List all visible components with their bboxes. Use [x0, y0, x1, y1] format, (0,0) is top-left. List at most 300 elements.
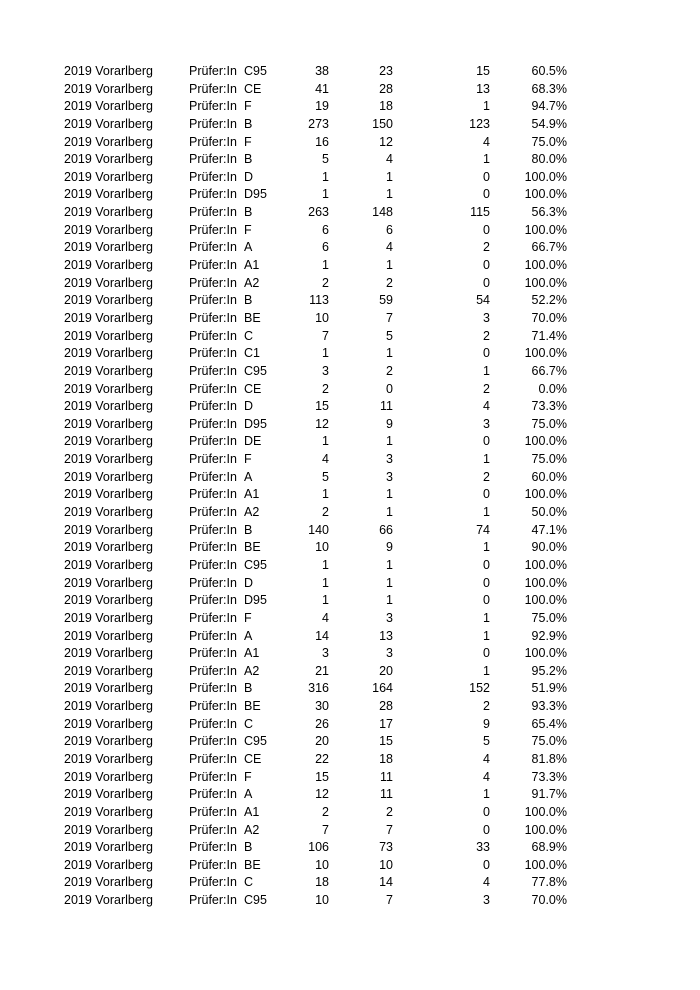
cell-license-class: C — [244, 716, 254, 731]
table-row — [0, 628, 700, 646]
cell-total: 5 — [322, 152, 329, 167]
cell-pass-rate: 51.9% — [531, 681, 567, 696]
cell-passed: 164 — [372, 681, 393, 696]
cell-failed: 4 — [483, 875, 490, 890]
cell-license-class: C95 — [244, 734, 267, 749]
cell-pass-rate: 50.0% — [531, 505, 567, 520]
table-row — [0, 345, 700, 363]
cell-passed: 3 — [386, 610, 393, 625]
cell-license-class: C — [244, 875, 254, 890]
table-row — [0, 610, 700, 628]
cell-license-class: D95 — [244, 416, 267, 431]
cell-passed: 1 — [386, 258, 393, 273]
table-row — [0, 680, 700, 698]
cell-year-region: 2019 Vorarlberg — [64, 804, 153, 819]
cell-failed: 123 — [469, 116, 490, 131]
cell-passed: 3 — [386, 469, 393, 484]
cell-failed: 0 — [483, 187, 490, 202]
cell-role: Prüfer:In — [189, 381, 237, 396]
cell-year-region: 2019 Vorarlberg — [64, 81, 153, 96]
cell-role: Prüfer:In — [189, 240, 237, 255]
cell-total: 10 — [315, 857, 329, 872]
cell-passed: 15 — [379, 734, 393, 749]
cell-role: Prüfer:In — [189, 222, 237, 237]
cell-year-region: 2019 Vorarlberg — [64, 434, 153, 449]
cell-role: Prüfer:In — [189, 751, 237, 766]
table-row — [0, 169, 700, 187]
table-row — [0, 204, 700, 222]
table-row — [0, 645, 700, 663]
cell-passed: 6 — [386, 222, 393, 237]
cell-year-region: 2019 Vorarlberg — [64, 663, 153, 678]
cell-license-class: C95 — [244, 893, 267, 908]
cell-total: 2 — [322, 505, 329, 520]
cell-passed: 23 — [379, 64, 393, 78]
cell-passed: 1 — [386, 434, 393, 449]
cell-failed: 152 — [469, 681, 490, 696]
cell-role: Prüfer:In — [189, 787, 237, 802]
cell-failed: 4 — [483, 769, 490, 784]
cell-role: Prüfer:In — [189, 328, 237, 343]
cell-passed: 1 — [386, 575, 393, 590]
cell-passed: 7 — [386, 310, 393, 325]
cell-role: Prüfer:In — [189, 487, 237, 502]
cell-year-region: 2019 Vorarlberg — [64, 328, 153, 343]
cell-role: Prüfer:In — [189, 99, 237, 114]
cell-role: Prüfer:In — [189, 681, 237, 696]
cell-failed: 0 — [483, 487, 490, 502]
cell-total: 1 — [322, 169, 329, 184]
cell-year-region: 2019 Vorarlberg — [64, 522, 153, 537]
table-row — [0, 134, 700, 152]
cell-role: Prüfer:In — [189, 64, 237, 78]
cell-pass-rate: 100.0% — [524, 275, 567, 290]
cell-role: Prüfer:In — [189, 363, 237, 378]
cell-pass-rate: 100.0% — [524, 258, 567, 273]
cell-license-class: BE — [244, 310, 261, 325]
cell-failed: 0 — [483, 434, 490, 449]
cell-passed: 1 — [386, 346, 393, 361]
cell-role: Prüfer:In — [189, 275, 237, 290]
cell-year-region: 2019 Vorarlberg — [64, 275, 153, 290]
cell-failed: 3 — [483, 416, 490, 431]
cell-role: Prüfer:In — [189, 434, 237, 449]
cell-year-region: 2019 Vorarlberg — [64, 893, 153, 908]
cell-passed: 1 — [386, 593, 393, 608]
cell-passed: 13 — [379, 628, 393, 643]
cell-failed: 3 — [483, 893, 490, 908]
cell-total: 263 — [308, 205, 329, 220]
cell-license-class: C95 — [244, 363, 267, 378]
cell-pass-rate: 71.4% — [531, 328, 567, 343]
cell-pass-rate: 95.2% — [531, 663, 567, 678]
cell-passed: 0 — [386, 381, 393, 396]
table-row — [0, 857, 700, 875]
cell-role: Prüfer:In — [189, 628, 237, 643]
table-row — [0, 716, 700, 734]
cell-total: 20 — [315, 734, 329, 749]
cell-failed: 0 — [483, 346, 490, 361]
cell-year-region: 2019 Vorarlberg — [64, 240, 153, 255]
cell-pass-rate: 100.0% — [524, 557, 567, 572]
cell-passed: 12 — [379, 134, 393, 149]
cell-pass-rate: 92.9% — [531, 628, 567, 643]
cell-license-class: A1 — [244, 646, 260, 661]
cell-failed: 1 — [483, 505, 490, 520]
cell-total: 1 — [322, 575, 329, 590]
cell-total: 1 — [322, 557, 329, 572]
cell-passed: 59 — [379, 293, 393, 308]
cell-passed: 1 — [386, 169, 393, 184]
table-row — [0, 804, 700, 822]
cell-license-class: A — [244, 628, 253, 643]
cell-year-region: 2019 Vorarlberg — [64, 840, 153, 855]
cell-role: Prüfer:In — [189, 169, 237, 184]
cell-year-region: 2019 Vorarlberg — [64, 610, 153, 625]
cell-year-region: 2019 Vorarlberg — [64, 769, 153, 784]
cell-passed: 28 — [379, 699, 393, 714]
cell-role: Prüfer:In — [189, 593, 237, 608]
cell-total: 2 — [322, 804, 329, 819]
cell-license-class: B — [244, 840, 253, 855]
cell-year-region: 2019 Vorarlberg — [64, 293, 153, 308]
cell-year-region: 2019 Vorarlberg — [64, 857, 153, 872]
cell-pass-rate: 100.0% — [524, 487, 567, 502]
table-row — [0, 522, 700, 540]
cell-year-region: 2019 Vorarlberg — [64, 363, 153, 378]
cell-role: Prüfer:In — [189, 134, 237, 149]
cell-total: 30 — [315, 699, 329, 714]
cell-total: 41 — [315, 81, 329, 96]
cell-year-region: 2019 Vorarlberg — [64, 310, 153, 325]
table-row — [0, 239, 700, 257]
cell-role: Prüfer:In — [189, 152, 237, 167]
cell-pass-rate: 100.0% — [524, 222, 567, 237]
table-row — [0, 839, 700, 857]
cell-failed: 0 — [483, 169, 490, 184]
cell-pass-rate: 100.0% — [524, 575, 567, 590]
cell-total: 12 — [315, 416, 329, 431]
table-row — [0, 539, 700, 557]
cell-failed: 0 — [483, 222, 490, 237]
cell-pass-rate: 70.0% — [531, 310, 567, 325]
cell-year-region: 2019 Vorarlberg — [64, 751, 153, 766]
cell-role: Prüfer:In — [189, 469, 237, 484]
cell-total: 1 — [322, 593, 329, 608]
table-row — [0, 310, 700, 328]
cell-year-region: 2019 Vorarlberg — [64, 205, 153, 220]
cell-role: Prüfer:In — [189, 804, 237, 819]
cell-total: 273 — [308, 116, 329, 131]
cell-pass-rate: 60.0% — [531, 469, 567, 484]
cell-year-region: 2019 Vorarlberg — [64, 64, 153, 78]
cell-role: Prüfer:In — [189, 769, 237, 784]
cell-role: Prüfer:In — [189, 734, 237, 749]
table-row — [0, 822, 700, 840]
cell-pass-rate: 81.8% — [531, 751, 567, 766]
cell-year-region: 2019 Vorarlberg — [64, 134, 153, 149]
cell-pass-rate: 94.7% — [531, 99, 567, 114]
cell-failed: 0 — [483, 822, 490, 837]
table-row — [0, 81, 700, 99]
cell-failed: 0 — [483, 575, 490, 590]
cell-license-class: D — [244, 399, 254, 414]
cell-year-region: 2019 Vorarlberg — [64, 99, 153, 114]
cell-license-class: C95 — [244, 64, 267, 78]
cell-role: Prüfer:In — [189, 116, 237, 131]
cell-failed: 4 — [483, 399, 490, 414]
cell-failed: 9 — [483, 716, 490, 731]
cell-pass-rate: 60.5% — [531, 64, 567, 78]
cell-year-region: 2019 Vorarlberg — [64, 258, 153, 273]
cell-failed: 4 — [483, 134, 490, 149]
cell-passed: 9 — [386, 540, 393, 555]
cell-passed: 2 — [386, 804, 393, 819]
cell-failed: 0 — [483, 646, 490, 661]
cell-role: Prüfer:In — [189, 310, 237, 325]
cell-passed: 7 — [386, 893, 393, 908]
cell-pass-rate: 66.7% — [531, 240, 567, 255]
cell-passed: 73 — [379, 840, 393, 855]
cell-total: 38 — [315, 64, 329, 78]
cell-year-region: 2019 Vorarlberg — [64, 699, 153, 714]
cell-year-region: 2019 Vorarlberg — [64, 346, 153, 361]
table-row — [0, 592, 700, 610]
table-row — [0, 469, 700, 487]
cell-role: Prüfer:In — [189, 857, 237, 872]
cell-role: Prüfer:In — [189, 205, 237, 220]
table-row — [0, 733, 700, 751]
cell-role: Prüfer:In — [189, 258, 237, 273]
cell-passed: 150 — [372, 116, 393, 131]
cell-year-region: 2019 Vorarlberg — [64, 452, 153, 467]
cell-license-class: A2 — [244, 822, 260, 837]
cell-license-class: D95 — [244, 187, 267, 202]
cell-license-class: B — [244, 681, 253, 696]
cell-failed: 0 — [483, 804, 490, 819]
cell-passed: 148 — [372, 205, 393, 220]
cell-license-class: B — [244, 205, 253, 220]
table-row — [0, 381, 700, 399]
cell-license-class: F — [244, 769, 252, 784]
cell-failed: 33 — [476, 840, 490, 855]
cell-passed: 4 — [386, 240, 393, 255]
cell-pass-rate: 54.9% — [531, 116, 567, 131]
cell-license-class: BE — [244, 540, 261, 555]
cell-total: 6 — [322, 240, 329, 255]
spreadsheet-table — [0, 63, 700, 910]
cell-license-class: F — [244, 222, 252, 237]
cell-pass-rate: 56.3% — [531, 205, 567, 220]
cell-year-region: 2019 Vorarlberg — [64, 575, 153, 590]
cell-total: 19 — [315, 99, 329, 114]
cell-failed: 0 — [483, 593, 490, 608]
cell-license-class: F — [244, 452, 252, 467]
cell-license-class: B — [244, 152, 253, 167]
cell-passed: 18 — [379, 751, 393, 766]
cell-total: 16 — [315, 134, 329, 149]
cell-failed: 1 — [483, 663, 490, 678]
cell-passed: 28 — [379, 81, 393, 96]
table-row — [0, 433, 700, 451]
cell-year-region: 2019 Vorarlberg — [64, 505, 153, 520]
cell-year-region: 2019 Vorarlberg — [64, 628, 153, 643]
cell-license-class: F — [244, 610, 252, 625]
cell-year-region: 2019 Vorarlberg — [64, 187, 153, 202]
cell-pass-rate: 75.0% — [531, 134, 567, 149]
table-row — [0, 222, 700, 240]
cell-pass-rate: 100.0% — [524, 804, 567, 819]
cell-license-class: A2 — [244, 275, 260, 290]
cell-failed: 2 — [483, 469, 490, 484]
cell-passed: 1 — [386, 487, 393, 502]
cell-pass-rate: 75.0% — [531, 610, 567, 625]
cell-passed: 1 — [386, 557, 393, 572]
cell-pass-rate: 100.0% — [524, 169, 567, 184]
table-row — [0, 557, 700, 575]
cell-failed: 13 — [476, 81, 490, 96]
table-row — [0, 98, 700, 116]
cell-passed: 11 — [380, 769, 393, 784]
cell-role: Prüfer:In — [189, 540, 237, 555]
cell-license-class: C95 — [244, 557, 267, 572]
cell-year-region: 2019 Vorarlberg — [64, 399, 153, 414]
cell-failed: 54 — [476, 293, 490, 308]
cell-passed: 3 — [386, 452, 393, 467]
table-row — [0, 398, 700, 416]
cell-passed: 20 — [379, 663, 393, 678]
table-row — [0, 257, 700, 275]
cell-pass-rate: 93.3% — [531, 699, 567, 714]
cell-pass-rate: 75.0% — [531, 734, 567, 749]
cell-failed: 15 — [476, 64, 490, 78]
cell-failed: 1 — [483, 152, 490, 167]
cell-year-region: 2019 Vorarlberg — [64, 822, 153, 837]
cell-role: Prüfer:In — [189, 346, 237, 361]
cell-role: Prüfer:In — [189, 875, 237, 890]
cell-passed: 66 — [379, 522, 393, 537]
cell-role: Prüfer:In — [189, 81, 237, 96]
cell-year-region: 2019 Vorarlberg — [64, 222, 153, 237]
cell-failed: 3 — [483, 310, 490, 325]
cell-total: 4 — [322, 452, 329, 467]
cell-license-class: CE — [244, 81, 262, 96]
cell-year-region: 2019 Vorarlberg — [64, 681, 153, 696]
cell-year-region: 2019 Vorarlberg — [64, 169, 153, 184]
cell-total: 2 — [322, 275, 329, 290]
cell-year-region: 2019 Vorarlberg — [64, 381, 153, 396]
cell-license-class: B — [244, 293, 253, 308]
cell-license-class: C1 — [244, 346, 260, 361]
cell-pass-rate: 100.0% — [524, 822, 567, 837]
cell-role: Prüfer:In — [189, 840, 237, 855]
cell-license-class: CE — [244, 381, 262, 396]
cell-year-region: 2019 Vorarlberg — [64, 540, 153, 555]
table-row — [0, 504, 700, 522]
cell-pass-rate: 73.3% — [531, 769, 567, 784]
cell-passed: 1 — [386, 505, 393, 520]
cell-total: 2 — [322, 381, 329, 396]
table-row — [0, 874, 700, 892]
cell-pass-rate: 70.0% — [531, 893, 567, 908]
cell-failed: 0 — [483, 557, 490, 572]
cell-role: Prüfer:In — [189, 610, 237, 625]
cell-total: 4 — [322, 610, 329, 625]
table-row — [0, 698, 700, 716]
cell-failed: 1 — [483, 363, 490, 378]
table-row — [0, 486, 700, 504]
cell-total: 1 — [322, 187, 329, 202]
cell-pass-rate: 0.0% — [538, 381, 567, 396]
cell-role: Prüfer:In — [189, 575, 237, 590]
table-row — [0, 116, 700, 134]
cell-total: 113 — [309, 293, 329, 308]
table-row — [0, 292, 700, 310]
cell-role: Prüfer:In — [189, 822, 237, 837]
cell-year-region: 2019 Vorarlberg — [64, 557, 153, 572]
cell-pass-rate: 100.0% — [524, 646, 567, 661]
cell-total: 26 — [315, 716, 329, 731]
cell-pass-rate: 68.3% — [531, 81, 567, 96]
cell-license-class: BE — [244, 857, 261, 872]
cell-failed: 1 — [483, 452, 490, 467]
cell-year-region: 2019 Vorarlberg — [64, 734, 153, 749]
cell-license-class: DE — [244, 434, 262, 449]
cell-total: 12 — [315, 787, 329, 802]
cell-total: 7 — [322, 328, 329, 343]
cell-year-region: 2019 Vorarlberg — [64, 593, 153, 608]
cell-license-class: B — [244, 116, 253, 131]
cell-year-region: 2019 Vorarlberg — [64, 487, 153, 502]
cell-total: 1 — [322, 487, 329, 502]
cell-year-region: 2019 Vorarlberg — [64, 116, 153, 131]
cell-pass-rate: 80.0% — [531, 152, 567, 167]
cell-role: Prüfer:In — [189, 893, 237, 908]
cell-license-class: A1 — [244, 804, 260, 819]
cell-pass-rate: 91.7% — [531, 787, 567, 802]
cell-passed: 14 — [379, 875, 393, 890]
table-row — [0, 663, 700, 681]
cell-role: Prüfer:In — [189, 399, 237, 414]
cell-total: 6 — [322, 222, 329, 237]
cell-failed: 74 — [476, 522, 490, 537]
table-row — [0, 416, 700, 434]
cell-failed: 0 — [483, 275, 490, 290]
cell-passed: 11 — [380, 399, 393, 414]
cell-license-class: D — [244, 169, 254, 184]
cell-role: Prüfer:In — [189, 716, 237, 731]
cell-license-class: A2 — [244, 505, 260, 520]
cell-role: Prüfer:In — [189, 416, 237, 431]
cell-year-region: 2019 Vorarlberg — [64, 875, 153, 890]
cell-passed: 18 — [379, 99, 393, 114]
table-row — [0, 151, 700, 169]
table-row — [0, 769, 700, 787]
table-row — [0, 751, 700, 769]
cell-passed: 7 — [386, 822, 393, 837]
cell-pass-rate: 100.0% — [524, 857, 567, 872]
cell-failed: 4 — [483, 751, 490, 766]
cell-license-class: F — [244, 134, 252, 149]
cell-license-class: A — [244, 240, 253, 255]
cell-failed: 115 — [470, 205, 490, 220]
cell-license-class: B — [244, 522, 253, 537]
cell-passed: 2 — [386, 363, 393, 378]
cell-total: 1 — [322, 346, 329, 361]
cell-license-class: BE — [244, 699, 261, 714]
cell-license-class: C — [244, 328, 254, 343]
cell-license-class: CE — [244, 751, 262, 766]
